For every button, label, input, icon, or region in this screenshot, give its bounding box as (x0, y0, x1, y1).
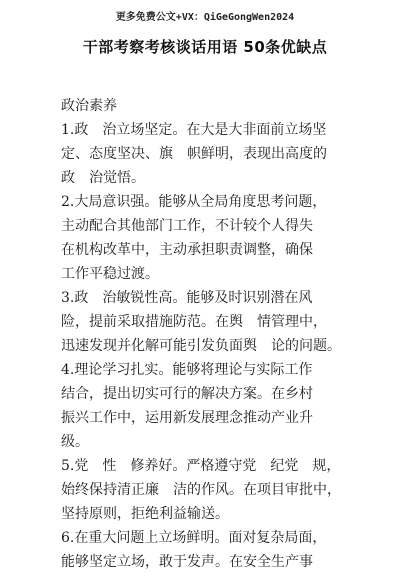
text-line: 4.理论学习扎实。能够将理论与实际工作 (61, 362, 313, 378)
text-line: 工作平稳过渡。 (61, 266, 159, 282)
list-item (61, 454, 361, 526)
text-line: 级。 (61, 434, 89, 450)
text-line: 主动配合其他部门工作，不计较个人得失 (61, 218, 313, 234)
watermark-text: 更多免费公文+VX：QiGeGongWen2024 (115, 12, 295, 23)
section-heading: 政治素养 (61, 98, 117, 114)
text-line: 6.在重大问题上立场鲜明。面对复杂局面， (61, 530, 327, 546)
text-line: 始终保持清正廉 洁的作风。在项目审批中， (61, 482, 341, 498)
list-item (61, 118, 361, 190)
text-line: 政 治觉悟。 (61, 170, 145, 186)
text-line: 坚持原则，拒绝利益输送。 (61, 506, 229, 522)
text-line: 3.政 治敏锐性高。能够及时识别潜在风 (61, 290, 313, 306)
text-line: 险，提前采取措施防范。在舆 情管理中， (61, 314, 327, 330)
text-line: 能够坚定立场，敢于发声。在安全生产事 (61, 554, 313, 570)
text-line: 结合，提出切实可行的解决方案。在乡村 (61, 386, 313, 402)
list-item (61, 526, 361, 574)
text-line: 在机构改革中，主动承担职责调整，确保 (61, 242, 313, 258)
text-line: 振兴工作中，运用新发展理念推动产业升 (61, 410, 313, 426)
list-item (61, 358, 361, 454)
text-line: 定、态度坚决、旗 帜鲜明，表现出高度的 (61, 146, 327, 162)
text-line: 1.政 治立场坚定。在大是大非面前立场坚 (61, 122, 327, 138)
document-body (61, 94, 361, 574)
document-title: 干部考察考核谈话用语 50条优缺点 (82, 38, 328, 56)
list-item (61, 286, 361, 358)
text-line: 5.党 性 修养好。严格遵守党 纪党 规， (61, 458, 341, 474)
text-line: 2.大局意识强。能够从全局角度思考问题， (61, 194, 327, 210)
list-item (61, 190, 361, 286)
text-line: 迅速发现并化解可能引发负面舆 论的问题。 (61, 338, 341, 354)
